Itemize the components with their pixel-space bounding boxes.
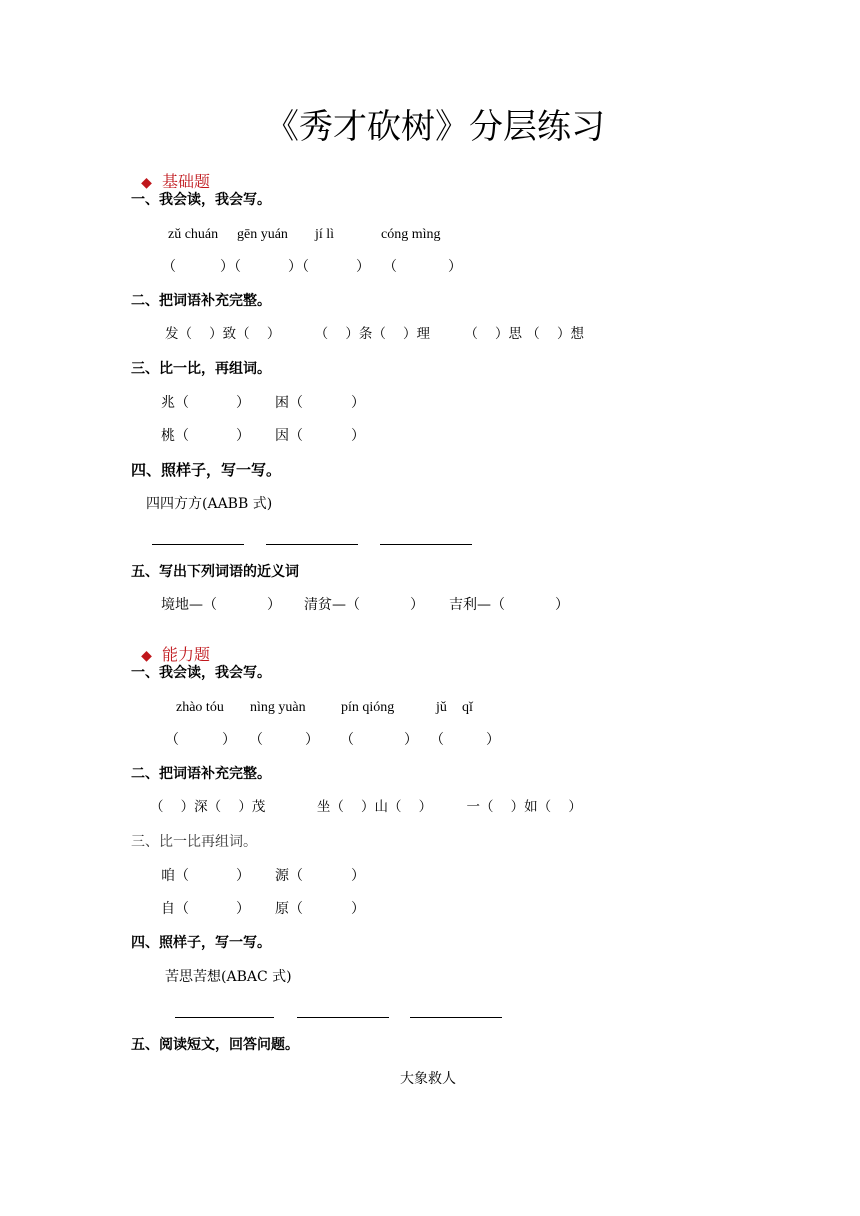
section-header-ability (131, 631, 210, 663)
example-word: 四四方方(AABB 式) (146, 496, 273, 512)
compare-item: 自（ (161, 901, 189, 917)
compare-item: 源（ (275, 868, 303, 884)
compare-item: ） (236, 428, 250, 444)
answer-line (266, 544, 358, 545)
synonym-item: 境地—（ (161, 597, 217, 613)
question-prompt: 一、我会读，我会写。 (131, 665, 271, 681)
blank-paren: ） (486, 732, 500, 748)
blank-paren: ） (404, 732, 418, 748)
example-word: 苦思苦想(ABAC 式) (165, 969, 292, 985)
question-prompt: 五、阅读短文，回答问题。 (131, 1037, 299, 1053)
synonym-item: 清贫—（ (304, 597, 360, 613)
blank-paren: ） (356, 259, 370, 275)
blank-paren: ） (305, 732, 319, 748)
pinyin: qǐ (462, 700, 473, 715)
pinyin: jǔ (436, 700, 447, 715)
blank-paren: （ (340, 732, 354, 748)
synonym-item: 吉利—（ (449, 597, 505, 613)
answer-line (152, 544, 244, 545)
compare-item: ） (351, 868, 365, 884)
answer-line (175, 1017, 274, 1018)
answer-line (380, 544, 472, 545)
answer-line (410, 1017, 502, 1018)
synonym-item: ） (555, 597, 569, 613)
blank-paren: ）（ (220, 259, 241, 275)
section-header-basic (131, 158, 210, 190)
section-title: 能力题 (161, 645, 210, 664)
compare-item: 兆（ (161, 395, 189, 411)
compare-item: ） (351, 901, 365, 917)
question-prompt: 二、把词语补充完整。 (131, 293, 271, 309)
fill-blank-line: 发（ ）致（ ） （ ）条（ ）理 （ ）思 （ ）想 (165, 326, 584, 342)
diamond-icon: ◆ (141, 175, 152, 191)
blank-paren: （ (430, 732, 444, 748)
question-prompt: 四、照样子，写一写。 (131, 935, 271, 951)
blank-paren: ） (222, 732, 236, 748)
compare-item: ） (351, 428, 365, 444)
question-prompt: 一、我会读，我会写。 (131, 192, 271, 208)
compare-item: ） (351, 395, 365, 411)
pinyin: zǔ chuán (168, 227, 219, 242)
question-prompt: 三、比一比，再组词。 (131, 361, 271, 377)
fill-blank-line: （ ）深（ ）茂 坐（ ）山（ ） 一（ ）如（ ） (150, 799, 582, 815)
compare-item: 咱（ (161, 868, 189, 884)
compare-item: ） (236, 901, 250, 917)
synonym-item: ） (410, 597, 424, 613)
blank-paren: ） (448, 259, 462, 275)
pinyin: jí lì (315, 227, 335, 242)
blank-paren: ）（ (288, 259, 309, 275)
story-title: 大象救人 (400, 1071, 456, 1087)
question-prompt: 五、写出下列词语的近义词 (131, 564, 299, 580)
synonym-item: ） (267, 597, 281, 613)
question-prompt: 二、把词语补充完整。 (131, 766, 271, 782)
compare-item: 原（ (275, 901, 303, 917)
pinyin: cóng mìng (381, 227, 441, 242)
pinyin: nìng yuàn (250, 700, 306, 715)
compare-item: ） (236, 395, 250, 411)
blank-paren: （ (165, 732, 179, 748)
question-prompt: 三、比一比再组词。 (131, 834, 257, 850)
diamond-icon: ◆ (141, 648, 152, 664)
blank-paren: （ (162, 259, 176, 275)
question-prompt: 四、照样子，写一写。 (131, 461, 282, 479)
pinyin: zhào tóu (176, 700, 224, 715)
compare-item: 困（ (275, 395, 303, 411)
blank-paren: （ (383, 259, 397, 275)
blank-paren: （ (249, 732, 263, 748)
section-title: 基础题 (161, 172, 210, 191)
compare-item: 桃（ (161, 428, 189, 444)
pinyin: pín qióng (341, 700, 395, 715)
page-title: 《秀才砍树》分层练习 (265, 107, 605, 147)
compare-item: ） (236, 868, 250, 884)
pinyin: gēn yuán (237, 227, 288, 242)
answer-line (297, 1017, 389, 1018)
compare-item: 因（ (275, 428, 303, 444)
